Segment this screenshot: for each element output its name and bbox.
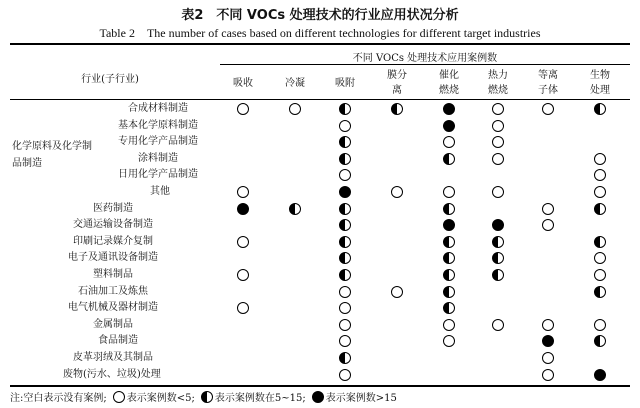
half-circle-icon (339, 153, 351, 165)
open-circle-icon (339, 335, 351, 347)
open-circle-icon (542, 203, 554, 215)
half-circle-icon (339, 103, 351, 115)
open-circle-icon (289, 103, 301, 115)
half-circle-icon (443, 203, 455, 215)
half-circle-icon (339, 136, 351, 148)
row-label: 日用化学产品制造 (118, 169, 198, 181)
row-label: 电子及通讯设备制造 (68, 252, 158, 264)
filled-circle-icon (339, 186, 351, 198)
column-header: 热力 燃烧 (488, 70, 508, 96)
half-circle-icon (339, 219, 351, 231)
open-circle-icon (542, 352, 554, 364)
row-label: 基本化学原料制造 (118, 119, 198, 131)
filled-circle-icon (594, 369, 606, 381)
bottom-rule (10, 385, 630, 387)
half-circle-icon (492, 236, 504, 248)
row-label: 专用化学产品制造 (118, 136, 198, 148)
filled-circle-icon (443, 103, 455, 115)
open-circle-icon (339, 302, 351, 314)
open-circle-icon (594, 153, 606, 165)
half-circle-icon (594, 203, 606, 215)
open-circle-icon (542, 103, 554, 115)
row-label: 涂料制造 (138, 152, 178, 164)
row-label: 电气机械及器材制造 (68, 302, 158, 314)
column-header: 吸收 (233, 78, 253, 89)
open-circle-icon (492, 186, 504, 198)
open-circle-icon (542, 319, 554, 331)
half-circle-icon (339, 252, 351, 264)
open-circle-icon (237, 269, 249, 281)
column-header: 生物 处理 (590, 70, 610, 96)
open-circle-icon (237, 236, 249, 248)
row-label: 废物(污水、垃圾)处理 (63, 368, 161, 380)
chemical-group-label: 化学原料及化学制品制造 (12, 141, 92, 169)
open-circle-icon (542, 219, 554, 231)
open-circle-icon (443, 136, 455, 148)
note-open: 表示案例数<5; (126, 393, 195, 404)
half-circle-icon (443, 252, 455, 264)
open-circle-icon (237, 302, 249, 314)
half-circle-icon (339, 269, 351, 281)
open-circle-icon (339, 169, 351, 181)
half-circle-icon (594, 103, 606, 115)
open-circle-icon (492, 136, 504, 148)
half-circle-icon (391, 103, 403, 115)
open-circle-icon (594, 269, 606, 281)
filled-circle-icon (237, 203, 249, 215)
note-prefix: 注:空白表示没有案例; (10, 393, 107, 404)
row-label: 医药制造 (93, 202, 133, 214)
open-circle-icon (443, 335, 455, 347)
row-label: 皮革羽绒及其制品 (73, 352, 153, 363)
open-circle-icon (339, 286, 351, 298)
legend-note (10, 389, 397, 404)
row-label: 印刷记录媒介复制 (73, 235, 153, 247)
column-header: 催化 燃烧 (439, 70, 459, 96)
top-rule (10, 43, 630, 45)
column-header: 等离 子体 (538, 70, 558, 96)
filled-circle-icon (542, 335, 554, 347)
half-circle-icon (594, 335, 606, 347)
open-circle-icon (492, 103, 504, 115)
open-circle-icon (237, 186, 249, 198)
half-circle-icon (339, 203, 351, 215)
row-label: 交通运输设备制造 (73, 219, 153, 231)
open-circle-icon (391, 286, 403, 298)
half-circle-icon (443, 302, 455, 314)
open-circle-icon (594, 252, 606, 264)
note-full: 表示案例数>15 (325, 393, 397, 404)
open-circle-icon (391, 186, 403, 198)
half-circle-icon (492, 269, 504, 281)
open-circle-icon (492, 319, 504, 331)
column-header: 膜分 离 (387, 70, 407, 96)
open-circle-icon (339, 120, 351, 132)
column-header: 冷凝 (285, 78, 305, 89)
half-circle-icon (289, 203, 301, 215)
half-circle-icon (443, 153, 455, 165)
open-circle-icon (443, 319, 455, 331)
table-title-en: Table 2 The number of cases based on different technologies for different target industries (99, 26, 541, 40)
half-circle-icon (201, 391, 213, 403)
half-circle-icon (443, 236, 455, 248)
filled-circle-icon (492, 219, 504, 231)
half-circle-icon (443, 269, 455, 281)
row-label: 金属制品 (93, 318, 133, 330)
open-circle-icon (594, 319, 606, 331)
half-circle-icon (443, 286, 455, 298)
row-label: 其他 (150, 186, 170, 197)
table-title-cn: 表2 不同 VOCs 处理技术的行业应用状况分析 (181, 8, 459, 23)
half-circle-icon (339, 236, 351, 248)
open-circle-icon (113, 391, 125, 403)
open-circle-icon (492, 153, 504, 165)
open-circle-icon (237, 103, 249, 115)
open-circle-icon (339, 369, 351, 381)
row-label: 食品制造 (98, 335, 138, 347)
row-label: 合成材料制造 (128, 103, 188, 114)
half-circle-icon (594, 286, 606, 298)
row-label: 塑料制品 (93, 269, 133, 280)
column-header: 吸附 (335, 78, 355, 89)
filled-circle-icon (443, 219, 455, 231)
group-header-rule (220, 64, 630, 65)
note-half: 表示案例数在5~15; (214, 393, 306, 404)
half-circle-icon (492, 252, 504, 264)
half-circle-icon (594, 236, 606, 248)
half-circle-icon (339, 352, 351, 364)
open-circle-icon (594, 186, 606, 198)
header-rule (10, 99, 630, 100)
industry-header: 行业(子行业) (81, 74, 139, 85)
open-circle-icon (594, 169, 606, 181)
group-header: 不同 VOCs 处理技术应用案例数 (352, 53, 498, 64)
open-circle-icon (339, 319, 351, 331)
filled-circle-icon (443, 120, 455, 132)
open-circle-icon (492, 120, 504, 132)
filled-circle-icon (312, 391, 324, 403)
row-label: 石油加工及炼焦 (78, 285, 148, 297)
open-circle-icon (542, 369, 554, 381)
open-circle-icon (443, 186, 455, 198)
